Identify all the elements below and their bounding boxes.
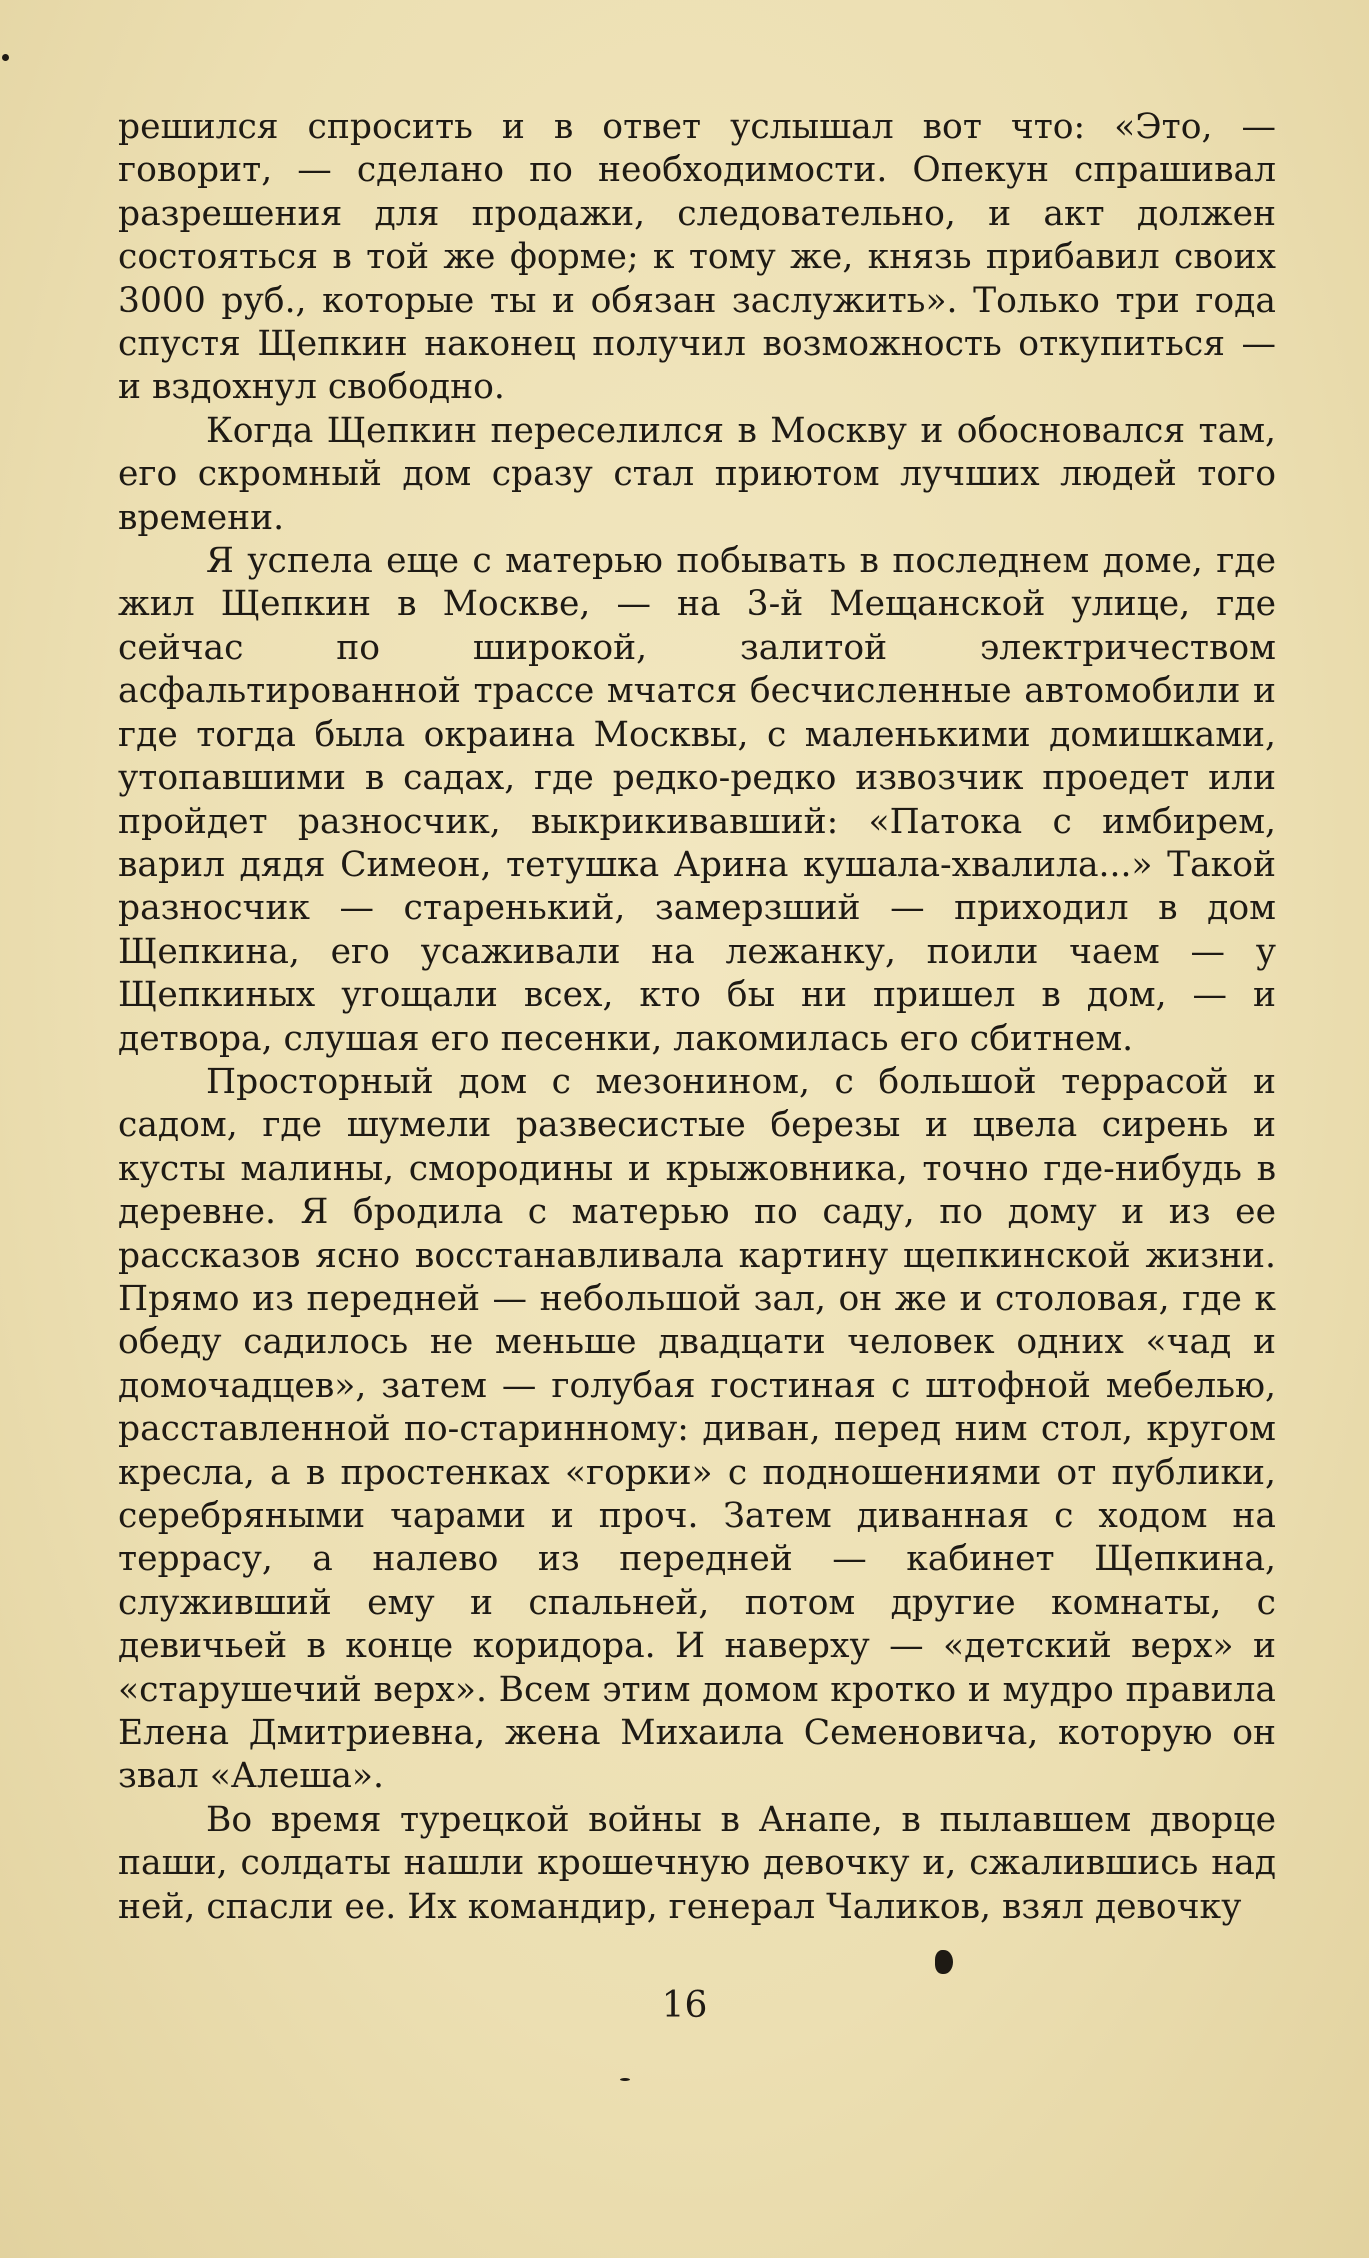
paragraph: Когда Щепкин переселился в Москву и обосновался там, его скромный дом сразу стал приютом лучших людей того времени.	[118, 410, 1276, 538]
page-number: 16	[661, 1985, 708, 2026]
body-text	[118, 106, 1276, 1929]
scan-ink-blot	[935, 1950, 953, 1974]
paragraph: Просторный дом с мезонином, с большой террасой и садом, где шумели развесистые березы и цвела сирень и кусты малины, смородины и крыжовника, точно где-нибудь в деревне. Я бродила с матерью по саду, по дому и из ее рассказов ясно восстанавливала картину щепкинской жизни. Прямо из передней — небольшой зал, он же и столовая, где к обеду садилось не меньше двадцати человек одних «чад и домочадцев», затем — голубая гостиная с штофной мебелью, расставленной по-старинному: диван, перед ним стол, кругом кресла, а в простенках «горки» с подношениями от публики, серебряными чарами и проч. Затем диванная с ходом на террасу, а налево из передней — кабинет Щепкина, служивший ему и спальней, потом другие комнаты, с девичьей в конце коридора. И наверху — «детский верх» и «старушечий верх». Всем этим домом кротко и мудро правила Елена Дмитриевна, жена Михаила Семеновича, которую он звал «Алеша».	[118, 1061, 1276, 1797]
scan-speck	[620, 2078, 630, 2081]
paragraph: Я успела еще с матерью побывать в последнем доме, где жил Щепкин в Москве, — на 3-й Мещанской улице, где сейчас по широкой, залитой электричеством асфальтированной трассе мчатся бесчисленные автомобили и где тогда была окраина Москвы, с маленькими домишками, утопавшими в садах, где редко-редко извозчик проедет или пройдет разносчик, выкрикивавший: «Патока с имбирем, варил дядя Симеон, тетушка Арина кушала-хвалила...» Такой разносчик — старенький, замерзший — приходил в дом Щепкина, его усаживали на лежанку, поили чаем — у Щепкиных угощали всех, кто бы ни пришел в дом, — и детвора, слушая его песенки, лакомилась его сбитнем.	[118, 541, 1276, 1059]
scan-speck	[2, 54, 9, 61]
paragraph: решился спросить и в ответ услышал вот что: «Это, — говорит, — сделано по необходимости. Опекун спрашивал разрешения для продажи, следовательно, и акт должен состояться в той же форме; к тому же, князь прибавил своих 3000 руб., которые ты и обязан заслужить». Только три года спустя Щепкин наконец получил возможность откупиться — и вздохнул свободно.	[118, 107, 1276, 408]
paragraph: Во время турецкой войны в Анапе, в пылавшем дворце паши, солдаты нашли крошечную девочку и, сжалившись над ней, спасли ее. Их командир, генерал Чаликов, взял девочку	[118, 1799, 1276, 1927]
